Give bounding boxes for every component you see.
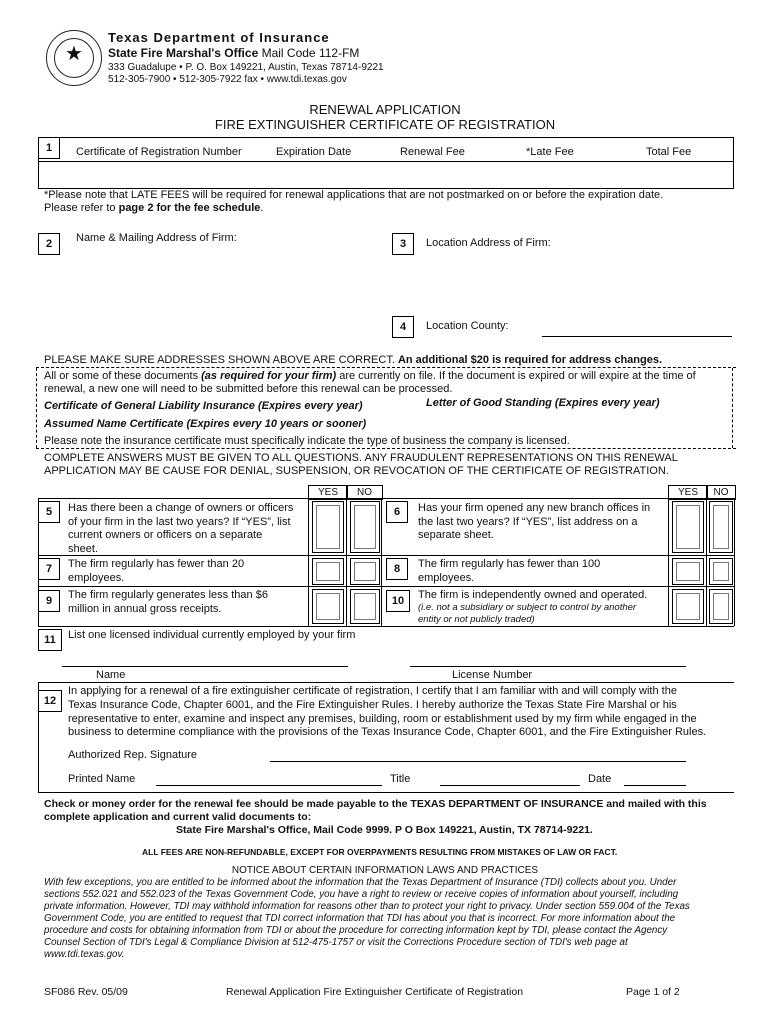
header-expiration-date: Expiration Date (276, 146, 352, 158)
q6-yes-checkbox[interactable] (672, 501, 704, 553)
location-address-field[interactable] (426, 252, 726, 307)
q9-yes-checkbox[interactable] (312, 589, 344, 624)
notice-line2: sections 552.021 and 552.023 of the Texas Government Code, you have a right to review or receive copies of information about yourself, including (44, 889, 679, 900)
header-cert-number: Certificate of Registration Number (76, 146, 242, 158)
agency-name: Texas Department of Insurance (108, 30, 330, 45)
late-fee-field[interactable] (510, 163, 620, 185)
license-number-field[interactable] (410, 666, 686, 667)
fee-schedule-pre: Please refer to (44, 202, 119, 214)
yes-header-left: YES (308, 485, 348, 500)
office-name: State Fire Marshal's Office (108, 46, 259, 60)
header-total-fee: Total Fee (646, 146, 692, 158)
location-county-label: Location County: (426, 320, 509, 332)
question-number-9: 9 (38, 590, 60, 612)
q6-line3: separate sheet. (418, 529, 494, 541)
agency-address: 333 Guadalupe • P. O. Box 149221, Austin, Texas 78714-9221 (108, 62, 384, 73)
q9-no-checkbox[interactable] (350, 589, 380, 624)
renewal-fee-field[interactable] (390, 163, 500, 185)
q7-line2: employees. (68, 571, 125, 584)
section-number-12: 12 (38, 690, 62, 712)
total-fee-field[interactable] (630, 163, 730, 185)
q5-no-checkbox[interactable] (350, 501, 380, 553)
address-correct-note (44, 354, 662, 366)
date-field[interactable] (624, 785, 686, 786)
question-number-8: 8 (386, 558, 408, 580)
q7-line1: The firm regularly has fewer than 20 (68, 558, 245, 570)
cert-number-field[interactable] (40, 163, 266, 185)
q8-line1: The firm regularly has fewer than 100 (418, 558, 601, 570)
license-number-label: License Number (452, 669, 533, 681)
form-title-line2: FIRE EXTINGUISHER CERTIFICATE OF REGISTRATION (214, 117, 556, 132)
q8-no-checkbox[interactable] (709, 558, 733, 585)
mailing-address-field[interactable] (76, 248, 376, 348)
q8-yes-checkbox[interactable] (672, 558, 704, 585)
question-7-text (68, 558, 244, 585)
question-9-text (68, 589, 268, 616)
insurance-cert-note: Please note the insurance certificate must specifically indicate the type of business the company is licensed. (44, 435, 570, 447)
assumed-name-doc: Assumed Name Certificate (Expires every 10 years or sooner) (44, 418, 367, 430)
question-number-10: 10 (386, 590, 410, 612)
notice-text (44, 877, 728, 961)
notice-title: NOTICE ABOUT CERTAIN INFORMATION LAWS AND PRACTICES (231, 865, 539, 876)
fee-schedule-note (44, 202, 263, 214)
question-number-6: 6 (386, 501, 408, 523)
fee-schedule-post: . (260, 202, 264, 214)
question-5-text (68, 502, 293, 556)
mail-code: Mail Code 112-FM (258, 46, 360, 60)
good-standing-doc: Letter of Good Standing (Expires every year) (426, 397, 660, 409)
mailing-address-label: Name & Mailing Address of Firm: (76, 232, 237, 244)
notice-line5: procedure and costs for obtaining information from TDI or about the procedure for correcting information kept by TDI, please contact the Agency (44, 925, 668, 936)
q9-line1: The firm regularly generates less than $6 (68, 589, 268, 601)
payment-line2: complete application and current valid documents to: (44, 811, 312, 823)
q7-no-checkbox[interactable] (350, 558, 380, 585)
q5-yes-checkbox[interactable] (312, 501, 344, 553)
certification-line1: In applying for a renewal of a fire extinguisher certificate of registration, I certify that I am familiar with and will comply with the (68, 685, 677, 697)
certification-line2: Texas Insurance Code, Chapter 6001, and the Fire Extinguisher Rules. I hereby authorize the Texas State Fire Marshal or his (68, 698, 677, 711)
date-label: Date (588, 773, 612, 785)
certification-line3: representative to enter, examine and inspect any premises, building, room or establishment used by my firm while engaged in the (68, 712, 697, 725)
payment-address: State Fire Marshal's Office, Mail Code 9999. P O Box 149221, Austin, TX 78714-9221. (176, 824, 593, 836)
section-number-4: 4 (392, 316, 414, 338)
title-field[interactable] (440, 785, 580, 786)
page-number: Page 1 of 2 (626, 986, 680, 998)
printed-name-label: Printed Name (68, 773, 136, 785)
licensed-individual-label: List one licensed individual currently employed by your firm (68, 629, 356, 641)
form-id: SF086 Rev. 05/09 (44, 986, 128, 998)
address-correct-text: PLEASE MAKE SURE ADDRESSES SHOWN ABOVE ARE CORRECT. (44, 354, 398, 366)
printed-name-field[interactable] (156, 785, 382, 786)
q6-no-checkbox[interactable] (709, 501, 733, 553)
q10-no-checkbox[interactable] (709, 589, 733, 624)
notice-line1: With few exceptions, you are entitled to be informed about the information that the Texas Department of Insurance (TDI) collects about you. Under (44, 877, 677, 888)
q5-line1: Has there been a change of owners or officers (68, 502, 294, 514)
yes-header-right: YES (668, 485, 708, 500)
q8-line2: employees. (418, 571, 475, 584)
documents-pre: All or some of these documents (44, 370, 202, 382)
no-header-left: NO (346, 485, 383, 500)
footer-title: Renewal Application Fire Extinguisher Certificate of Registration (226, 986, 524, 998)
liability-insurance-doc: Certificate of General Liability Insurance (Expires every year) (44, 400, 363, 412)
q6-line2: the last two years? If “YES”, list address on a (418, 515, 638, 528)
fee-schedule-bold: page 2 for the fee schedule (118, 202, 261, 214)
documents-post: are currently on file. If the document is expired or will expire at the time of (336, 370, 696, 382)
certification-text (68, 685, 730, 740)
licensee-name-field[interactable] (62, 666, 348, 667)
title-label: Title (390, 773, 411, 785)
signature-label: Authorized Rep. Signature (68, 749, 198, 761)
payment-line1: Check or money order for the renewal fee should be made payable to the TEXAS DEPARTMENT OF INSURANCE and mailed with this (44, 798, 707, 810)
q5-line2: of your firm in the last two years? If “YES”, list (68, 515, 291, 528)
documents-required: (as required for your firm) (201, 370, 337, 382)
address-change-fee: An additional $20 is required for address changes. (397, 354, 663, 366)
non-refundable-note: ALL FEES ARE NON-REFUNDABLE, EXCEPT FOR OVERPAYMENTS RESULTING FROM MISTAKES OF LAW OR FACT. (142, 847, 618, 857)
notice-line3: private information. However, TDI may withhold information for reasons other than to protect your right to privacy. Under section 559.004 of the Texas (44, 901, 690, 912)
header-late-fee: *Late Fee (526, 146, 574, 158)
notice-line7: www.tdi.texas.gov. (44, 949, 125, 960)
agency-phone: 512-305-7900 • 512-305-7922 fax • www.tdi.texas.gov (108, 74, 347, 85)
question-6-text (418, 502, 650, 543)
question-8-text (418, 558, 600, 585)
q10-line1: The firm is independently owned and operated. (418, 589, 648, 601)
warning-line2: APPLICATION MAY BE CAUSE FOR DENIAL, SUSPENSION, OR REVOCATION OF THE CERTIFICATE OF REGISTRATION. (44, 465, 669, 477)
section-number-1: 1 (38, 137, 60, 159)
q10-line2: (i.e. not a subsidiary or subject to control by another (418, 601, 637, 613)
form-title-line1: RENEWAL APPLICATION (309, 102, 461, 117)
q5-line4: sheet. (68, 542, 98, 555)
section-number-2: 2 (38, 233, 60, 255)
section-number-3: 3 (392, 233, 414, 255)
location-county-field[interactable] (542, 336, 732, 337)
q9-line2: million in annual gross receipts. (68, 602, 222, 615)
certification-line4: business to determine compliance with the provisions of the Texas Insurance Code, Chapter 6001, and the Fire Extinguisher Rules. (68, 726, 707, 739)
header-renewal-fee: Renewal Fee (400, 146, 465, 158)
expiration-date-field[interactable] (270, 163, 380, 185)
q6-line1: Has your firm opened any new branch offices in (418, 502, 651, 514)
texas-seal-icon: ★ (46, 30, 102, 86)
question-number-5: 5 (38, 501, 60, 523)
q10-yes-checkbox[interactable] (672, 589, 704, 624)
documents-on-file-note (44, 370, 696, 382)
documents-expire-note: renewal, a new one will need to be submitted before this renewal can be processed. (44, 383, 453, 395)
q10-line3: entity or not publicly traded) (418, 614, 535, 625)
location-address-label: Location Address of Firm: (426, 237, 551, 249)
section-number-11: 11 (38, 629, 62, 651)
late-fee-note: *Please note that LATE FEES will be required for renewal applications that are not postmarked on or before the expiration date. (44, 189, 664, 201)
office-line (108, 46, 359, 60)
question-number-7: 7 (38, 558, 60, 580)
warning-line1: COMPLETE ANSWERS MUST BE GIVEN TO ALL QUESTIONS. ANY FRAUDULENT REPRESENTATIONS ON THIS RENEWAL (44, 452, 678, 464)
no-header-right: NO (706, 485, 736, 500)
notice-line6: Counsel Section of TDI's Legal & Compliance Division at 512-475-1757 or visit the Corrections Procedure section of TDI's web page at (44, 937, 628, 948)
signature-field[interactable] (270, 761, 686, 762)
notice-line4: Government Code, you are entitled to request that TDI correct information that TDI has about you that is incorrect. For more information about the (44, 913, 676, 924)
licensee-name-label: Name (96, 669, 126, 681)
question-10-text (418, 589, 647, 627)
q5-line3: current owners or officers on a separate (68, 529, 263, 541)
q7-yes-checkbox[interactable] (312, 558, 344, 585)
